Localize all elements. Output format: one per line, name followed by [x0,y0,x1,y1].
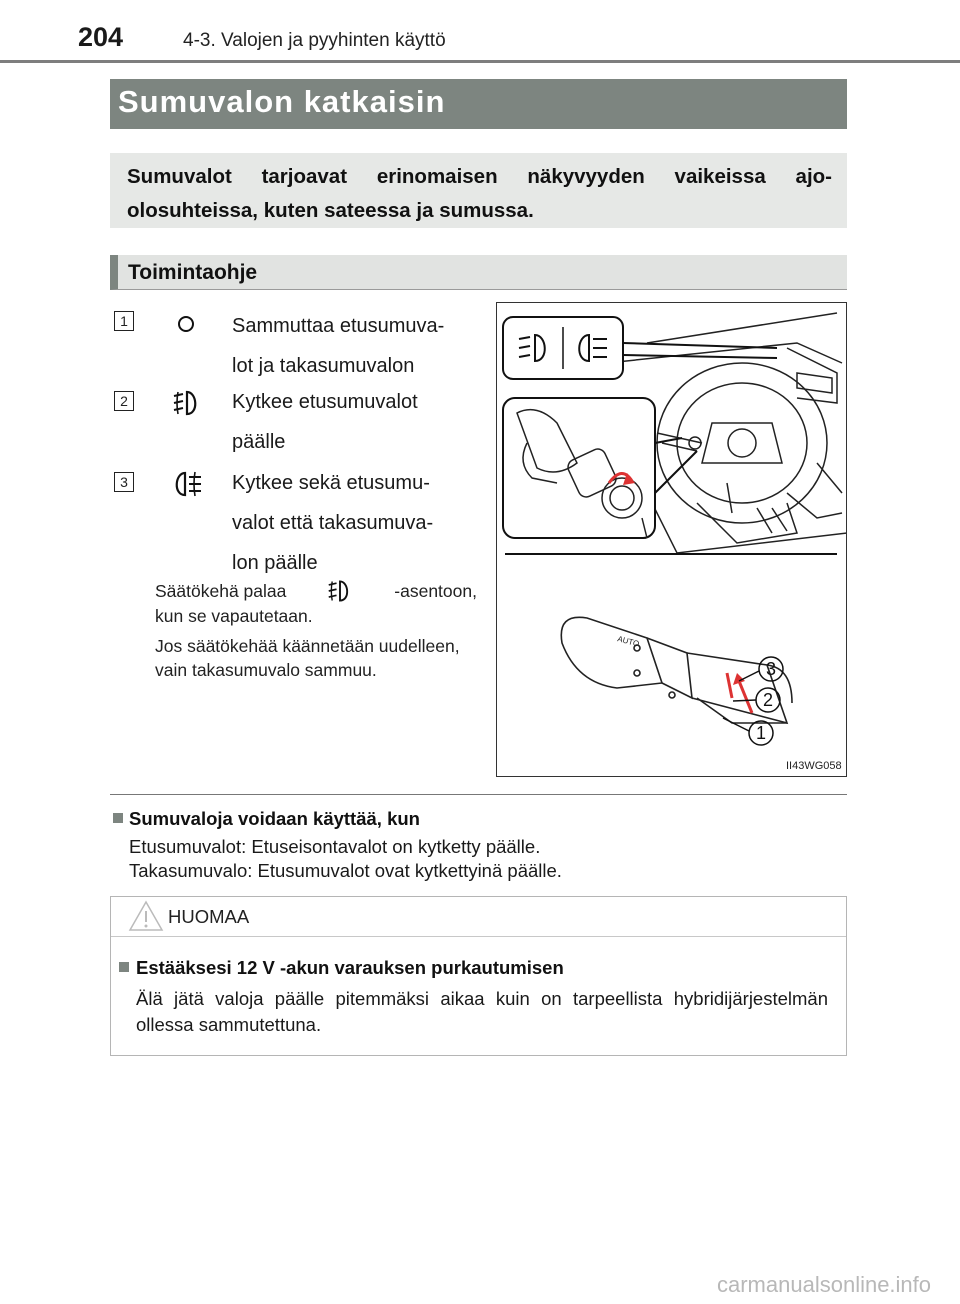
notice-bullet-icon [119,962,129,972]
item-3-line-2: valot että takasumuva- [232,512,434,534]
figure-code: II43WG058 [786,760,842,772]
subsection-title: Toimintaohje [128,261,258,284]
item-2-text [232,382,478,462]
item-2-number: 2 [114,391,134,411]
fog-switch-illustration [497,303,846,776]
item-3-number: 3 [114,472,134,492]
notice-divider [111,936,846,937]
conditions-line-2: Takasumuvalo: Etusumuvalot ovat kytkettyinä päälle. [129,860,562,881]
illustration-frame [496,302,847,777]
notice-body: Älä jätä valoja päälle pitemmäksi aikaa kuin on tarpeellista hybridijärjestelmän ollessa sammutettuna. [136,988,828,1035]
section-divider [110,794,847,795]
front-fog-light-icon [171,388,203,418]
off-circle-icon [174,312,198,336]
item-3-line-1: Kytkee sekä etusumu- [232,472,430,494]
callout-2: 2 [762,690,774,710]
page-number: 204 [78,22,124,52]
item-1-line-1: Sammuttaa etusumuva- [232,315,445,337]
auto-label: AUTO [616,634,641,649]
return-note-before: Säätökehä palaa [155,581,287,601]
bullet-square-icon [113,813,123,823]
again-note: Jos säätökehää käännetään uudelleen, vain takasumuvalo sammuu. [155,636,460,680]
section-label: 4-3. Valojen ja pyyhinten käyttö [183,30,446,51]
rear-fog-light-icon [171,469,203,499]
conditions-heading: Sumuvaloja voidaan käyttää, kun [129,808,420,829]
return-note [155,578,477,628]
item-2-line-1: Kytkee etusumuvalot [232,391,418,413]
item-1-line-2: lot ja takasumuvalon [232,355,415,377]
callout-3: 3 [765,659,777,679]
item-3-text [232,463,478,583]
item-1-number: 1 [114,311,134,331]
footer-watermark: carmanualsonline.info [717,1272,932,1297]
header-divider [0,60,960,63]
intro-text: Sumuvalot tarjoavat erinomaisen näkyvyyden vaikeissa ajo-olosuhteissa, kuten sateessa ja sumussa. [127,165,832,222]
item-3-line-3: lon päälle [232,552,318,574]
item-1-text [232,306,478,386]
item-2-line-2: päälle [232,431,286,453]
conditions-line-1: Etusumuvalot: Etuseisontavalot on kytketty päälle. [129,836,541,857]
warning-triangle-icon [128,899,164,933]
notice-label: HUOMAA [168,906,250,927]
front-fog-light-inline-icon [325,578,355,604]
return-note-line-2: kun se vapautetaan. [155,606,313,626]
notice-heading: Estääksesi 12 V -akun varauksen purkautumisen [136,957,564,978]
callout-1: 1 [755,723,767,743]
return-note-after: -asentoon, [394,581,477,601]
page-title: Sumuvalon katkaisin [118,84,446,119]
